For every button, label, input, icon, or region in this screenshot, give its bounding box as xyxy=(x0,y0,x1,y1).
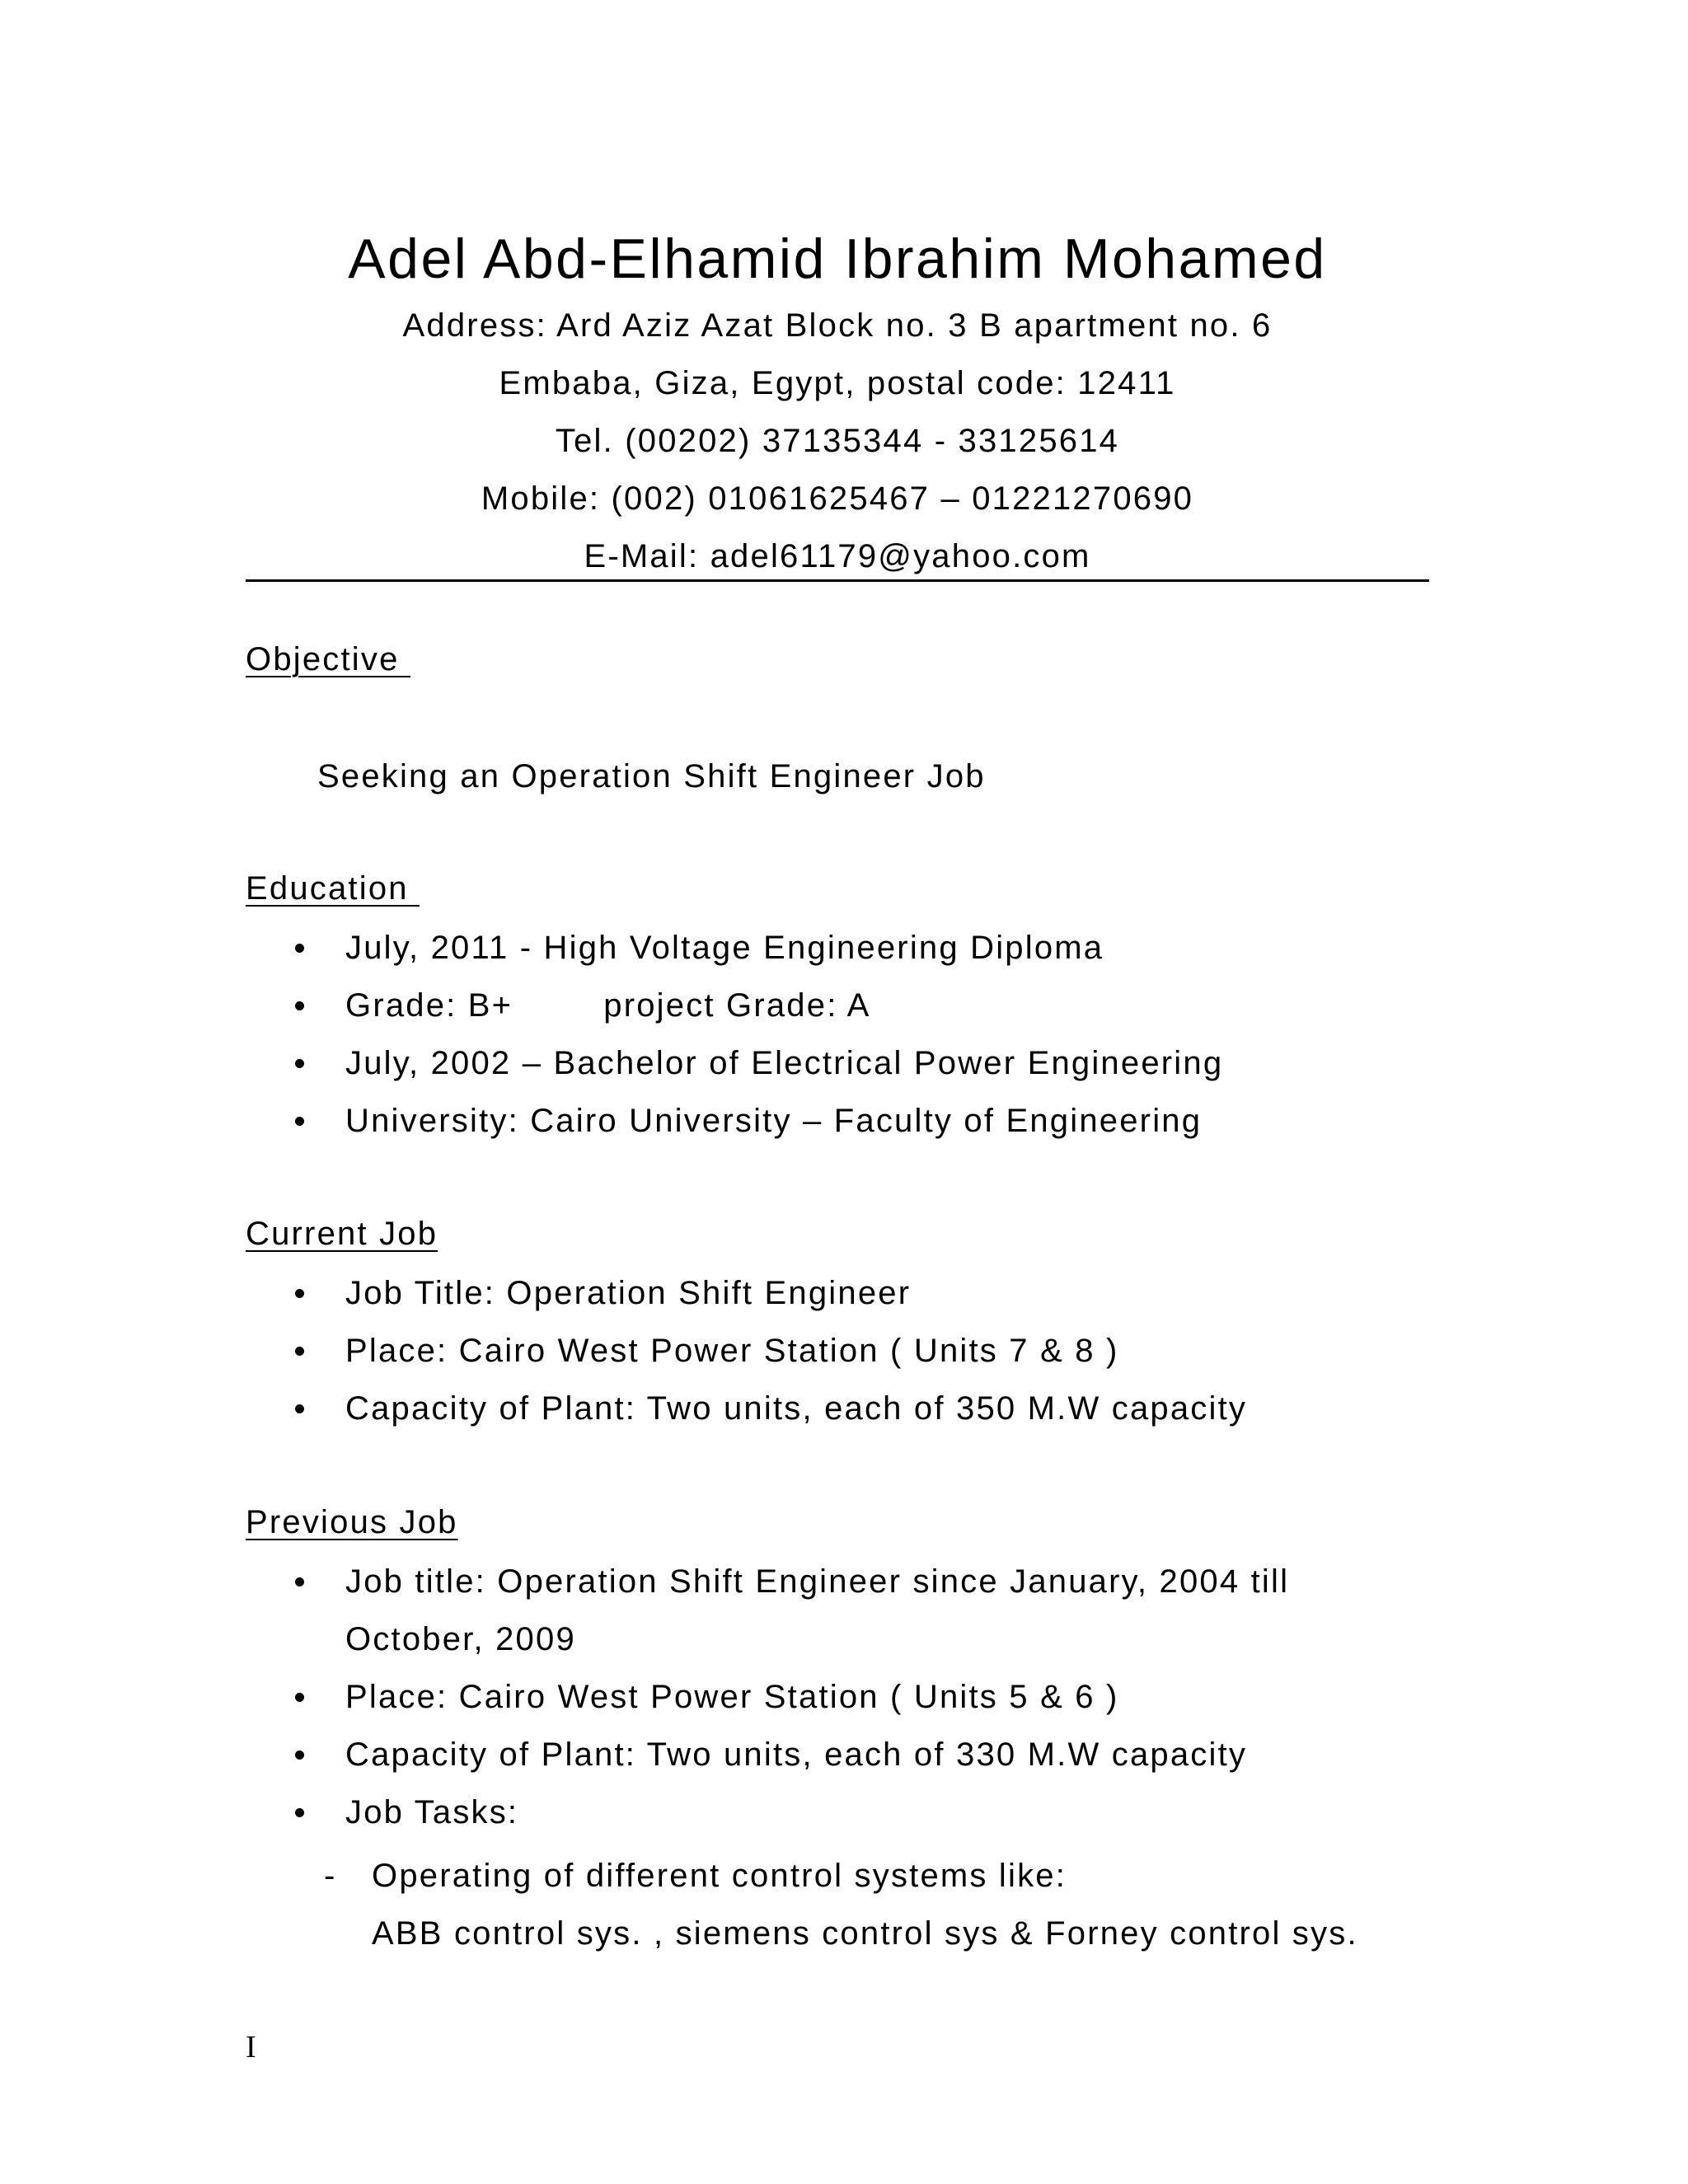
mobile: Mobile: (002) 01061625467 – 01221270690 xyxy=(481,480,1194,517)
objective-heading: Objective xyxy=(246,641,410,677)
current-job-list xyxy=(246,1264,1429,1437)
project-grade: project Grade: A xyxy=(603,987,871,1024)
previous-job-list xyxy=(246,1553,1367,1841)
list-item xyxy=(246,977,1429,1034)
current-job-heading: Current Job xyxy=(246,1216,438,1252)
list-item: Place: Cairo West Power Station ( Units 7 & 8 ) xyxy=(246,1322,1429,1380)
bullet-icon xyxy=(295,1693,304,1702)
page-marker: I xyxy=(246,2030,256,2064)
education-heading: Education xyxy=(246,870,420,907)
job-task-item xyxy=(324,1847,1358,1962)
bullet-icon xyxy=(295,1001,304,1010)
bullet-icon xyxy=(295,1404,304,1413)
list-item: Capacity of Plant: Two units, each of 330 M.W capacity xyxy=(246,1726,1367,1783)
list-item: Job Tasks: xyxy=(246,1783,1367,1841)
candidate-name: Adel Abd-Elhamid Ibrahim Mohamed xyxy=(348,227,1327,290)
header-divider xyxy=(246,579,1429,582)
previous-job-heading: Previous Job xyxy=(246,1504,458,1540)
bullet-icon xyxy=(295,944,304,953)
job-task-line-2: ABB control sys. , siemens control sys & Forney control sys. xyxy=(372,1915,1358,1952)
email: E-Mail: adel61179@yahoo.com xyxy=(584,538,1091,574)
bullet-icon xyxy=(295,1750,304,1760)
bullet-icon xyxy=(295,1117,304,1126)
job-task-line-1: Operating of different control systems like: xyxy=(372,1858,1067,1894)
bullet-icon xyxy=(295,1347,304,1356)
bullet-icon xyxy=(295,1577,304,1586)
list-item: Job title: Operation Shift Engineer since January, 2004 till October, 2009 xyxy=(246,1553,1367,1668)
resume-header xyxy=(246,221,1429,585)
address-line-1: Address: Ard Aziz Azat Block no. 3 B apartment no. 6 xyxy=(402,307,1273,344)
dash-marker: - xyxy=(324,1858,337,1894)
list-item: Job Title: Operation Shift Engineer xyxy=(246,1264,1429,1322)
list-item: July, 2011 - High Voltage Engineering Diploma xyxy=(246,919,1429,977)
education-list xyxy=(246,919,1429,1150)
bullet-icon xyxy=(295,1059,304,1068)
list-item: Capacity of Plant: Two units, each of 350 M.W capacity xyxy=(246,1380,1429,1437)
grade: Grade: B+ xyxy=(345,987,513,1024)
telephone: Tel. (00202) 37135344 - 33125614 xyxy=(555,423,1120,459)
objective-text: Seeking an Operation Shift Engineer Job xyxy=(317,758,986,794)
list-item: Place: Cairo West Power Station ( Units 5 & 6 ) xyxy=(246,1668,1367,1726)
list-item: July, 2002 – Bachelor of Electrical Power Engineering xyxy=(246,1034,1429,1092)
list-item: University: Cairo University – Faculty of Engineering xyxy=(246,1092,1429,1150)
address-line-2: Embaba, Giza, Egypt, postal code: 12411 xyxy=(499,365,1176,401)
bullet-icon xyxy=(295,1289,304,1298)
bullet-icon xyxy=(295,1808,304,1817)
